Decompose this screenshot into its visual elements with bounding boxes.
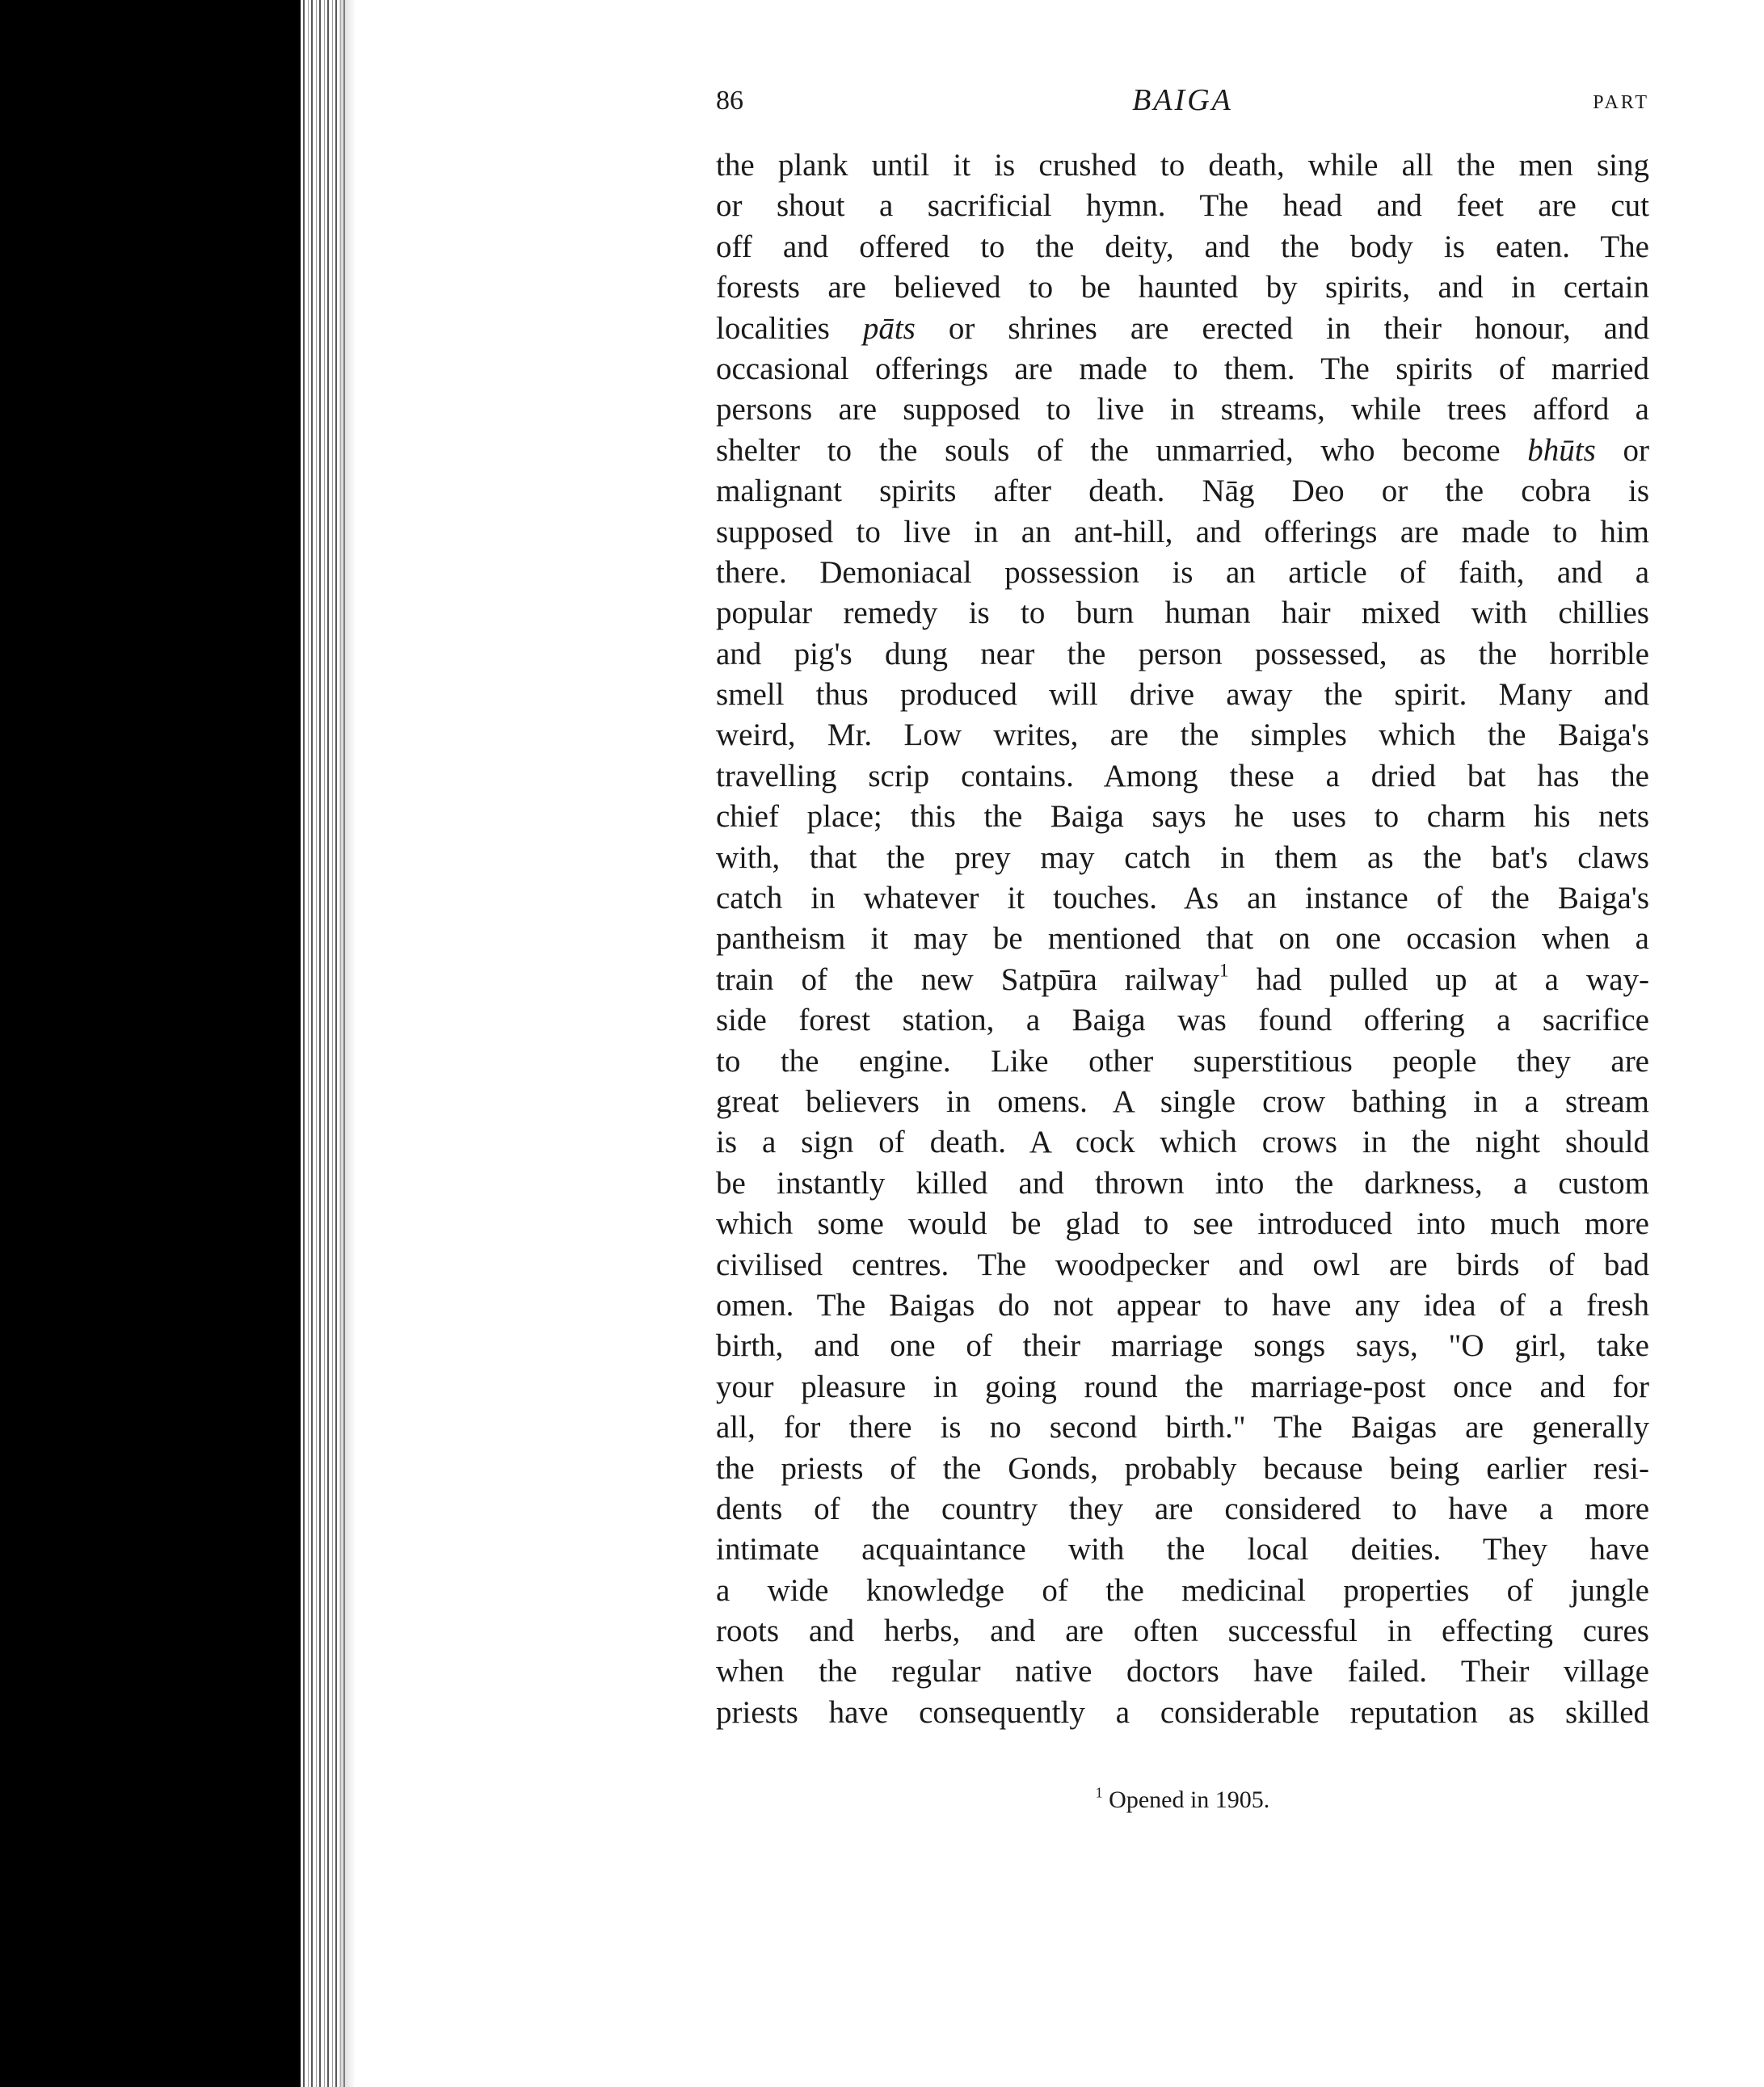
page-header xyxy=(716,81,1649,129)
text-line: birth, and one of their marriage songs says, "O girl, take xyxy=(716,1328,1649,1364)
text-line: is a sign of death. A cock which crows in the night should xyxy=(716,1125,1649,1160)
text-line-with-footnote-ref xyxy=(716,960,1649,1000)
text-line: dents of the country they are considered to have a more xyxy=(716,1491,1649,1526)
text-line: when the regular native doctors have failed. Their village xyxy=(716,1654,1649,1689)
text-line: persons are supposed to live in streams, while trees afford a xyxy=(716,392,1649,427)
line-segment: had pulled up at a way- xyxy=(1228,961,1649,997)
text-line: with, that the prey may catch in them as the bat's claws xyxy=(716,839,1649,875)
text-line: intimate acquaintance with the local deities. They have xyxy=(716,1532,1649,1567)
text-line: omen. The Baigas do not appear to have any idea of a fresh xyxy=(716,1287,1649,1323)
footnote-marker: 1 xyxy=(1095,1784,1103,1801)
text-line: popular remedy is to burn human hair mixed with chillies xyxy=(716,595,1649,631)
text-line: and pig's dung near the person possessed, as the horrible xyxy=(716,636,1649,671)
section-label: PART xyxy=(1593,92,1649,113)
body-text xyxy=(716,145,1649,1733)
text-line: there. Demoniacal possession is an article of faith, and a xyxy=(716,554,1649,590)
text-line: the priests of the Gonds, probably because being earlier resi- xyxy=(716,1450,1649,1486)
line-segment: or shrines are erected in their honour, and xyxy=(915,310,1649,346)
text-line: catch in whatever it touches. As an instance of the Baiga's xyxy=(716,881,1649,916)
book-gutter xyxy=(0,0,301,2087)
italic-term-pats: pāts xyxy=(862,310,916,346)
text-line: chief place; this the Baiga says he uses to charm his nets xyxy=(716,799,1649,835)
text-line-with-italic xyxy=(716,431,1649,471)
text-line: priests have consequently a considerable reputation as skilled xyxy=(716,1694,1649,1730)
text-line: be instantly killed and thrown into the darkness, a custom xyxy=(716,1165,1649,1201)
text-line: off and offered to the deity, and the body is eaten. The xyxy=(716,229,1649,264)
text-line: great believers in omens. A single crow bathing in a stream xyxy=(716,1083,1649,1119)
text-line: travelling scrip contains. Among these a dried bat has the xyxy=(716,758,1649,793)
text-line: roots and herbs, and are often successful in effecting cures xyxy=(716,1614,1649,1649)
text-line: which some would be glad to see introduced into much more xyxy=(716,1206,1649,1242)
text-line: the plank until it is crushed to death, while all the men sing xyxy=(716,148,1649,183)
running-title: BAIGA xyxy=(1132,83,1233,117)
line-segment: or xyxy=(1595,432,1649,468)
page-number: 86 xyxy=(716,86,743,116)
footnote xyxy=(716,1784,1649,1816)
text-line: side forest station, a Baiga was found offering a sacrifice xyxy=(716,1003,1649,1038)
text-line: malignant spirits after death. Nāg Deo or the cobra is xyxy=(716,473,1649,509)
text-line: weird, Mr. Low writes, are the simples which the Baiga's xyxy=(716,717,1649,753)
line-segment: shelter to the souls of the unmarried, who become xyxy=(716,432,1528,468)
text-line: your pleasure in going round the marriage-post once and for xyxy=(716,1369,1649,1404)
text-line: smell thus produced will drive away the spirit. Many and xyxy=(716,677,1649,713)
footnote-reference: 1 xyxy=(1219,960,1229,982)
text-line: a wide knowledge of the medicinal properties of jungle xyxy=(716,1572,1649,1608)
text-line-with-italic xyxy=(716,309,1649,349)
footnote-text: Opened in 1905. xyxy=(1109,1786,1270,1813)
text-line: forests are believed to be haunted by spirits, and in certain xyxy=(716,270,1649,305)
text-line: pantheism it may be mentioned that on one occasion when a xyxy=(716,921,1649,957)
text-line: civilised centres. The woodpecker and owl are birds of bad xyxy=(716,1247,1649,1282)
page-edge-shadow xyxy=(339,0,356,2087)
italic-term-bhuts: bhūts xyxy=(1527,432,1596,468)
text-line: to the engine. Like other superstitious people they are xyxy=(716,1043,1649,1079)
text-line: or shout a sacrificial hymn. The head and feet are cut xyxy=(716,188,1649,224)
line-segment: localities xyxy=(716,310,863,346)
line-segment: train of the new Satpūra railway xyxy=(716,961,1219,997)
text-line: supposed to live in an ant-hill, and offerings are made to him xyxy=(716,514,1649,549)
text-line: all, for there is no second birth." The Baigas are generally xyxy=(716,1410,1649,1445)
text-line: occasional offerings are made to them. The spirits of married xyxy=(716,351,1649,386)
